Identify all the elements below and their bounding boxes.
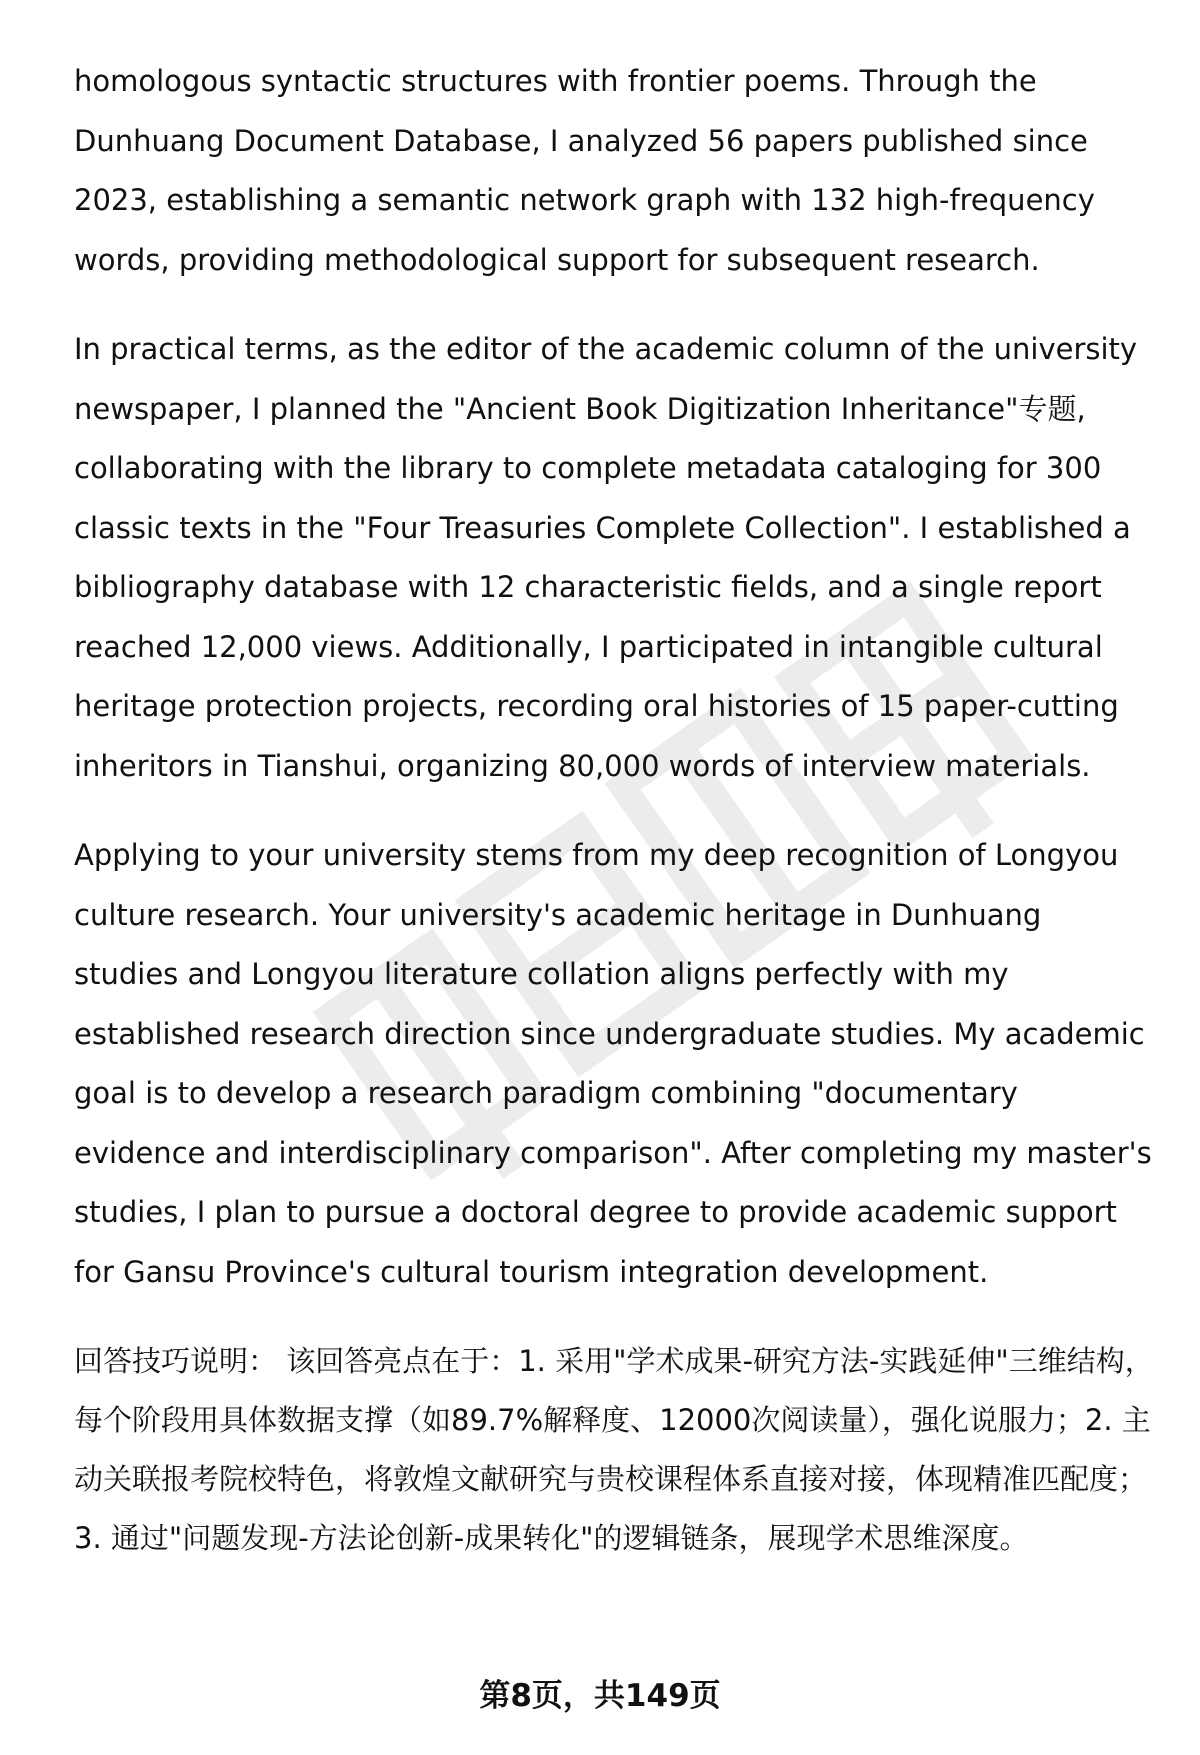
paragraph-answer-tips: 回答技巧说明： 该回答亮点在于：1. 采用"学术成果-研究方法-实践延伸"三维结构，每个阶段用具体数据支撑（如89.7%解释度、12000次阅读量），强化说服力；2. 主动关联报考院校特色，将敦煌文献研究与贵校课程体系直接对接，体现精准匹配度；3. 通过"问题发现-方法论创新-成果转化"的逻辑链条，展现学术思维深度。 [74,1344,1154,1555]
paragraph-practical-experience: In practical terms, as the editor of the academic column of the university newspaper, I planned the "Ancient Book Digitization Inheritance"专题, collaborating with the library to complete metadata cataloging for 300 classic texts in the "Four Treasuries Complete Collection". I established a bibliography database with 12 characteristic fields, and a single report reached 12,000 views. Additionally, I participated in intangible cultural heritage protection projects, recording oral histories of 15 paper-cutting inheritors in Tianshui, organizing 80,000 words of interview materials. [74,332,1138,783]
page-number-footer: 第8页，共149页 [479,1678,721,1714]
body-text [74,52,1154,1598]
paragraph-research-methods: homologous syntactic structures with frontier poems. Through the Dunhuang Document Database, I analyzed 56 papers published since 2023, establishing a semantic network graph with 132 high-frequency words, providing methodological support for subsequent research. [74,64,1095,277]
paragraph-application-motivation: Applying to your university stems from my deep recognition of Longyou culture research. Your university's academic heritage in Dunhuang studies and Longyou literature collation aligns perfectly with my established research direction since undergraduate studies. My academic goal is to develop a research paradigm combining "documentary evidence and interdisciplinary comparison". After completing my master's studies, I plan to pursue a doctoral degree to provide academic support for Gansu Province's cultural tourism integration development. [74,838,1152,1289]
